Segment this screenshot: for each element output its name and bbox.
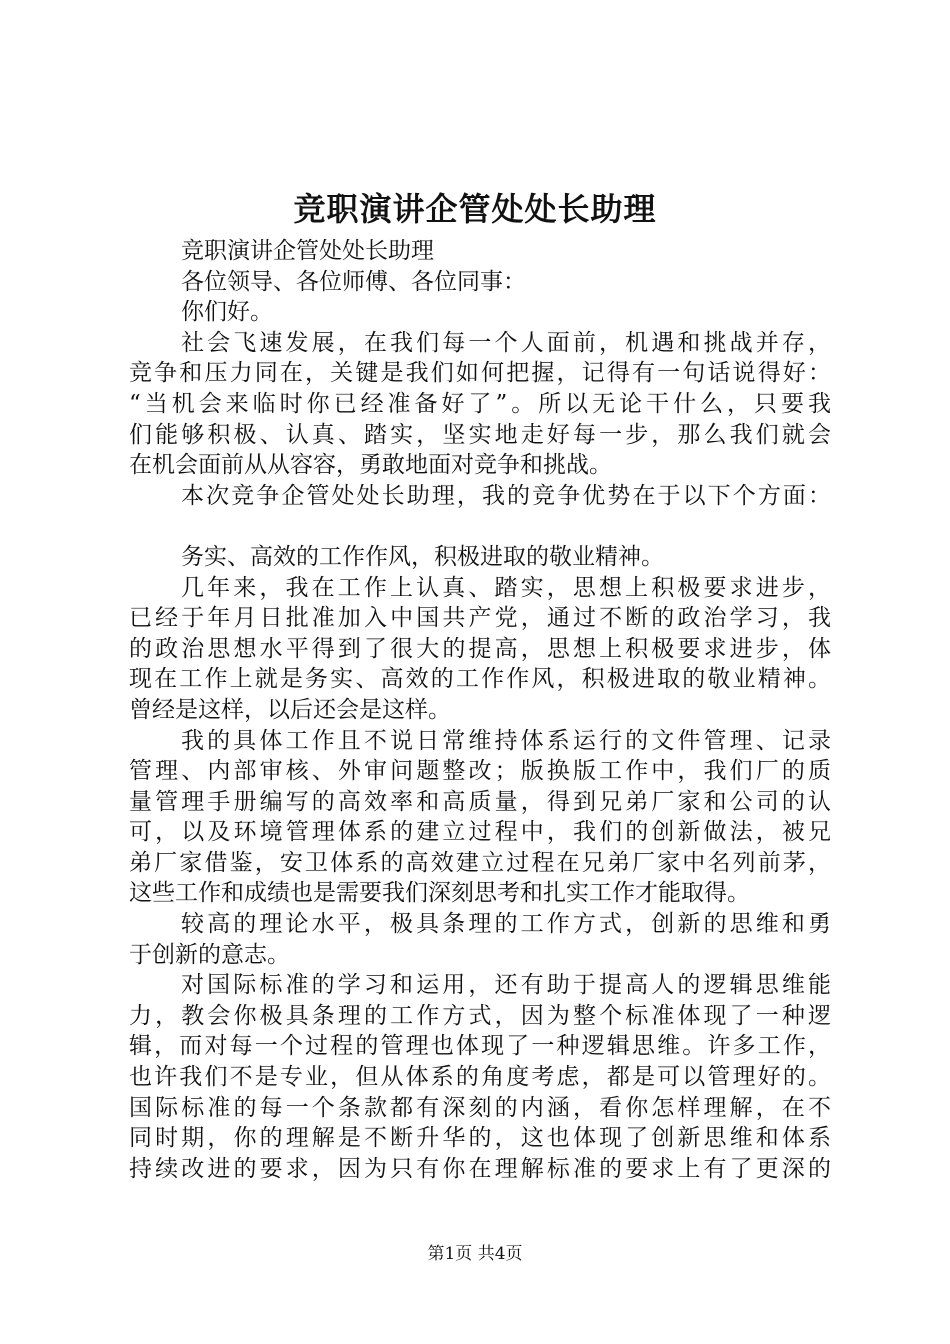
body-line: 可，以及环境管理体系的建立过程中，我们的创新做法，被兄 <box>129 819 831 846</box>
body-line: 们能够积极、认真、踏实，坚实地走好每一步，那么我们就会 <box>129 421 831 448</box>
body-line: 曾经是这样，以后还会是这样。 <box>129 696 451 723</box>
body-line: 你们好。 <box>181 299 273 326</box>
body-line: 本次竞争企管处处长助理，我的竞争优势在于以下个方面： <box>181 482 831 509</box>
document-title: 竞职演讲企管处处长助理 <box>293 190 657 228</box>
body-line: 弟厂家借鉴，安卫体系的高效建立过程在兄弟厂家中名列前茅， <box>129 849 831 876</box>
blank-line <box>129 511 831 542</box>
body-line: 同时期，你的理解是不断升华的，这也体现了创新思维和体系 <box>129 1125 831 1152</box>
body-line: 管理、内部审核、外审问题整改；版换版工作中，我们厂的质 <box>129 758 831 785</box>
body-line: 社会飞速发展，在我们每一个人面前，机遇和挑战并存， <box>181 329 831 356</box>
body-line: 我的具体工作且不说日常维持体系运行的文件管理、记录 <box>181 727 831 754</box>
body-line: 对国际标准的学习和运用，还有助于提高人的逻辑思维能 <box>181 972 831 999</box>
body-line: 在机会面前从从容容，勇敢地面对竞争和挑战。 <box>129 452 612 479</box>
body-line: 力，教会你极具条理的工作方式，因为整个标准体现了一种逻 <box>129 1002 831 1029</box>
body-line: 的政治思想水平得到了很大的提高，思想上积极要求进步，体 <box>129 635 831 662</box>
body-line: 也许我们不是专业，但从体系的角度考虑，都是可以管理好的。 <box>129 1064 831 1091</box>
body-line: 务实、高效的工作作风，积极进取的敬业精神。 <box>181 543 664 570</box>
body-line: 量管理手册编写的高效率和高质量，得到兄弟厂家和公司的认 <box>129 788 831 815</box>
document-body <box>129 236 831 1184</box>
body-line: 这些工作和成绩也是需要我们深刻思考和扎实工作才能取得。 <box>129 880 750 907</box>
body-line: “当机会来临时你已经准备好了”。所以无论干什么，只要我 <box>129 390 831 417</box>
body-line: 各位领导、各位师傅、各位同事： <box>181 268 526 295</box>
body-line: 竞职演讲企管处处长助理 <box>181 238 434 264</box>
body-line: 国际标准的每一个条款都有深刻的内涵，看你怎样理解，在不 <box>129 1094 831 1121</box>
body-line: 现在工作上就是务实、高效的工作作风，积极进取的敬业精神。 <box>129 666 831 693</box>
body-line: 辑，而对每一个过程的管理也体现了一种逻辑思维。许多工作， <box>129 1033 831 1060</box>
body-line: 已经于年月日批准加入中国共产党，通过不断的政治学习，我 <box>129 605 831 632</box>
body-line: 竞争和压力同在，关键是我们如何把握，记得有一句话说得好： <box>129 360 831 387</box>
body-line: 几年来，我在工作上认真、踏实，思想上积极要求进步， <box>181 574 831 601</box>
page-footer: 第1页 共4页 <box>427 1244 523 1264</box>
body-line: 较高的理论水平，极具条理的工作方式，创新的思维和勇 <box>181 911 831 938</box>
body-line: 持续改进的要求，因为只有你在理解标准的要求上有了更深的 <box>129 1155 831 1182</box>
body-line: 于创新的意志。 <box>129 941 290 968</box>
